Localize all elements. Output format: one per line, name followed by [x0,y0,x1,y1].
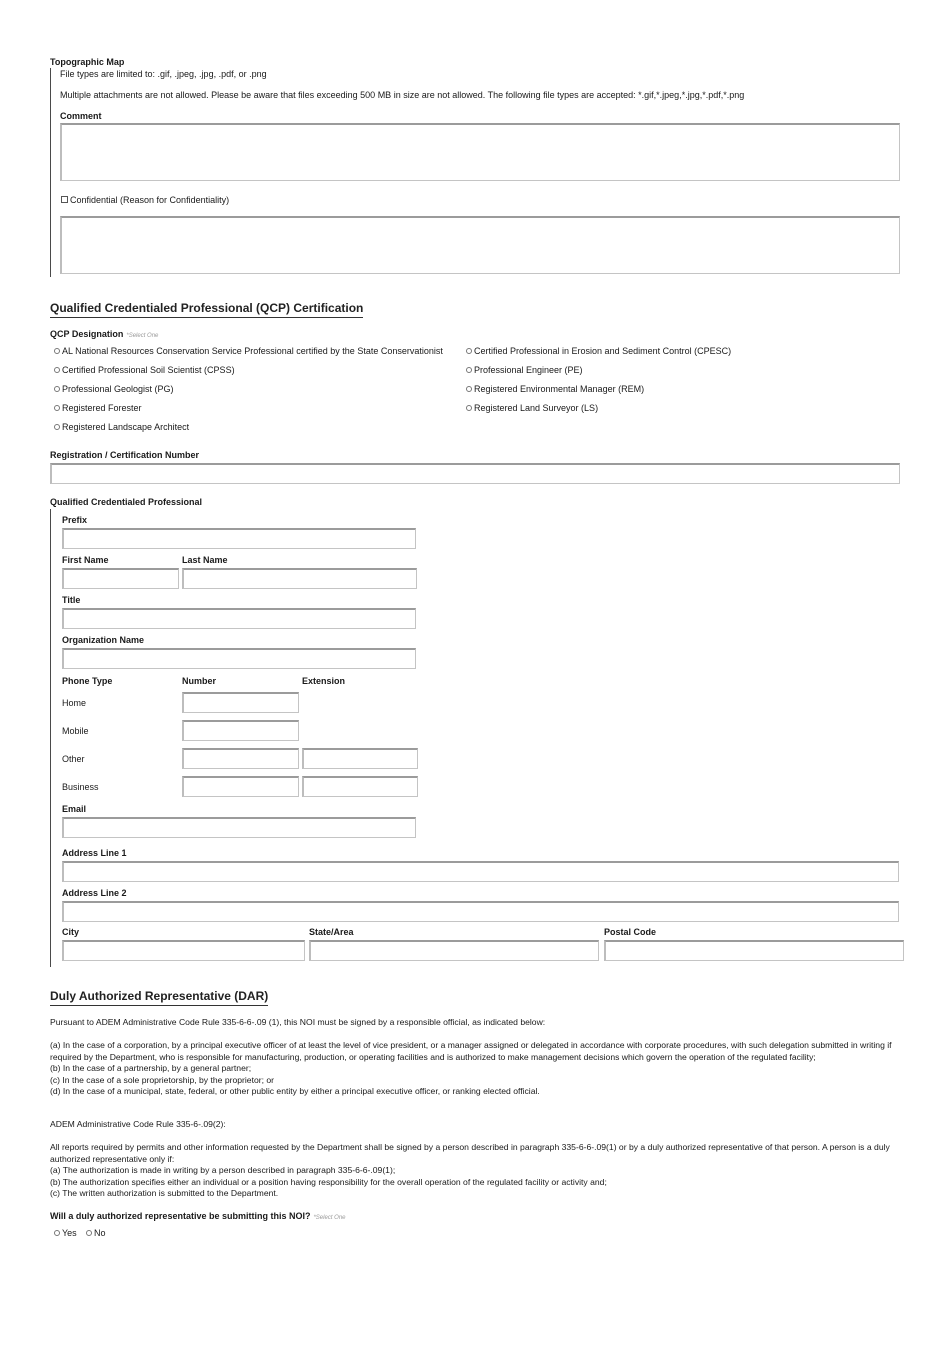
qcp-option-cpesc[interactable] [466,346,731,356]
phone-type-label: Phone Type [62,676,113,686]
address2-label: Address Line 2 [62,888,127,898]
option-label: Professional Geologist (PG) [62,384,174,394]
qcp-option-landscape[interactable] [54,422,189,432]
dar-question [50,1211,346,1221]
qcp-option-nrcs[interactable] [54,346,443,356]
dar-rule-d: (d) In the case of a municipal, state, federal, or other public entity by either a principal executive officer, or ranking elected official. [50,1086,540,1096]
option-label: Registered Landscape Architect [62,422,190,432]
dar-rule2-b: (b) The authorization specifies either an individual or a position having responsibility for the overall operation of the regulated facility or activity and; [50,1176,607,1187]
radio-icon[interactable] [54,348,60,354]
home-number-input[interactable] [182,692,299,713]
state-label: State/Area [309,927,354,937]
city-label: City [62,927,80,937]
radio-icon[interactable] [466,386,472,392]
title-label: Title [62,595,81,605]
dar-rules-list [50,1040,905,1098]
comment-label: Comment [60,111,102,121]
qcp-option-forester[interactable] [54,403,142,413]
radio-icon[interactable] [54,424,60,430]
comment-textarea[interactable] [60,123,900,181]
postal-code-label: Postal Code [604,927,657,937]
confidential-label: Confidential (Reason for Confidentiality) [70,195,230,205]
radio-icon[interactable] [86,1230,92,1236]
reg-number-label: Registration / Certification Number [50,450,200,460]
dar-intro [50,1017,905,1029]
state-input[interactable] [309,940,599,961]
option-label: Registered Forester [62,403,142,413]
radio-icon[interactable] [54,1230,60,1236]
section-border [50,68,51,277]
qcp-designation-label [50,329,158,339]
phone-type-mobile: Mobile [62,726,89,736]
prefix-label: Prefix [62,515,88,525]
radio-icon[interactable] [466,348,472,354]
first-name-label: First Name [62,555,109,565]
dar-rule-a: (a) In the case of a corporation, by a principal executive officer of at least the level of vice president, or a manager assigned or delegated in accordance with corporate procedures, with such delegation submitted in writing if required by the Department, who is responsible for manufacturing, production, or operating facilities and is authorized to make management decisions which govern the operation of the regulated facility; [50,1040,892,1062]
qcp-option-pe[interactable] [466,365,583,375]
postal-code-input[interactable] [604,940,904,961]
select-one-hint: *Select One [313,1215,346,1221]
radio-icon[interactable] [466,367,472,373]
option-label: Registered Land Surveyor (LS) [474,403,599,413]
dar-rule2-c: (c) The written authorization is submitted to the Department. [50,1188,279,1198]
address1-label: Address Line 1 [62,848,127,858]
confidential-row [61,195,229,205]
qcp-option-rem[interactable] [466,384,644,394]
dar-question-text: Will a duly authorized representative be submitting this NOI? [50,1211,311,1221]
mobile-number-input[interactable] [182,720,299,741]
confidential-checkbox[interactable] [61,196,68,203]
dar-rule-c: (c) In the case of a sole proprietorship, by the proprietor; or [50,1074,275,1085]
dar-rule2-intro: All reports required by permits and other information requested by the Department shall be signed by a person described in paragraph 335-6-6-.09(1) or by a duly authorized representative of that person. A person is a duly authorized representative only if: [50,1142,890,1164]
dar-rule-b: (b) In the case of a partnership, by a general partner; [50,1063,252,1073]
phone-type-home: Home [62,698,87,708]
first-name-input[interactable] [62,568,179,589]
other-number-input[interactable] [182,748,299,769]
radio-icon[interactable] [54,386,60,392]
phone-type-other: Other [62,754,85,764]
option-label: No [94,1228,106,1238]
dar-heading: Duly Authorized Representative (DAR) [50,989,268,1006]
radio-icon[interactable] [54,367,60,373]
dar-rule2-title [50,1119,905,1131]
org-name-label: Organization Name [62,635,145,645]
file-types-note: File types are limited to: .gif, .jpeg, .jpg, .pdf, or .png [60,69,267,79]
email-label: Email [62,804,87,814]
last-name-input[interactable] [182,568,417,589]
qcp-option-ls[interactable] [466,403,598,413]
option-label: Yes [62,1228,77,1238]
other-extension-input[interactable] [302,748,418,769]
section-border [50,509,51,967]
option-label: Certified Professional Soil Scientist (CPSS) [62,365,235,375]
business-extension-input[interactable] [302,776,418,797]
number-label: Number [182,676,217,686]
dar-option-yes[interactable] [54,1228,77,1238]
org-name-input[interactable] [62,648,416,669]
last-name-label: Last Name [182,555,228,565]
reg-number-input[interactable] [50,463,900,484]
prefix-input[interactable] [62,528,416,549]
extension-label: Extension [302,676,346,686]
qcp-option-cpss[interactable] [54,365,235,375]
city-input[interactable] [62,940,305,961]
option-label: Professional Engineer (PE) [474,365,583,375]
qcp-designation-text: QCP Designation [50,329,124,339]
phone-type-business: Business [62,782,99,792]
dar-rule2-a: (a) The authorization is made in writing by a person described in paragraph 335-6-6-.09(1); [50,1165,396,1175]
attachment-note: Multiple attachments are not allowed. Please be aware that files exceeding 500 MB in size are not allowed. The following file types are accepted: *.gif,*.jpeg,*.jpg,*.pdf,*.png [60,90,745,100]
radio-icon[interactable] [54,405,60,411]
radio-icon[interactable] [466,405,472,411]
select-one-hint: *Select One [126,333,159,339]
option-label: AL National Resources Conservation Service Professional certified by the State Conservationist [62,346,443,356]
address2-input[interactable] [62,901,899,922]
dar-option-no[interactable] [86,1228,106,1238]
confidential-reason-textarea[interactable] [60,216,900,274]
option-label: Certified Professional in Erosion and Sediment Control (CPESC) [474,346,732,356]
topographic-map-title: Topographic Map [50,57,125,67]
dar-rule2-title-text: ADEM Administrative Code Rule 335-6-.09(2): [50,1119,226,1129]
dar-intro-text: Pursuant to ADEM Administrative Code Rule 335-6-6-.09 (1), this NOI must be signed by a responsible official, as indicated below: [50,1017,546,1027]
dar-rule2-list [50,1142,905,1200]
address1-input[interactable] [62,861,899,882]
qcp-heading: Qualified Credentialed Professional (QCP) Certification [50,301,363,318]
email-input[interactable] [62,817,416,838]
qcp-professional-label: Qualified Credentialed Professional [50,497,203,507]
business-number-input[interactable] [182,776,299,797]
qcp-option-pg[interactable] [54,384,174,394]
title-input[interactable] [62,608,416,629]
option-label: Registered Environmental Manager (REM) [474,384,645,394]
